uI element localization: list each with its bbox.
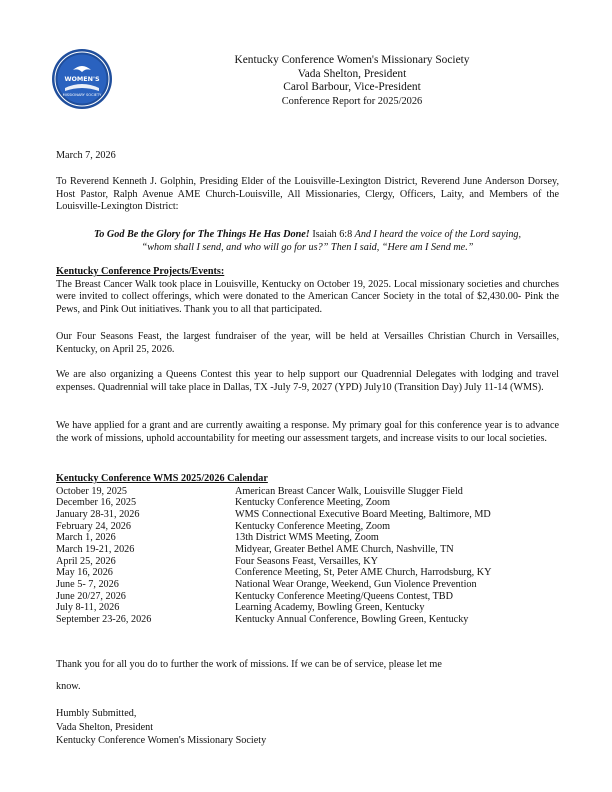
calendar-row [56,602,559,614]
signer-name: Vada Shelton, President [56,721,154,733]
salutation: To Reverend Kenneth J. Golphin, Presiding Elder of the Louisville-Lexington District, Reverend June Anderson Dorsey, Host Pastor, Ralph Avenue AME Church-Louisville, All Missionaries, Clergy, Officers, Laity, and Members of the Louisville-Lexington District: [56,176,559,213]
calendar-event: Kentucky Conference Meeting, Zoom [235,520,391,532]
projects-paragraph-4: We have applied for a grant and are currently awaiting a response. My primary goal for this conference year is to advance the work of missions, uphold accountability for meeting our assessment targets, and increase visits to our local societies. [56,420,559,444]
calendar-date: June 20/27, 2026 [56,590,126,602]
calendar-event: National Wear Orange, Weekend, Gun Violence Prevention [235,579,477,591]
calendar-date: April 25, 2026 [56,555,116,567]
svg-text:MISSIONARY SOCIETY: MISSIONARY SOCIETY [62,93,102,97]
letter-date: March 7, 2026 [56,150,116,161]
calendar-row [56,509,559,521]
wms-seal-logo [51,48,113,110]
projects-paragraph-3: We are also organizing a Queens Contest this year to help support our Quadrennial Delegates with lodging and travel expenses. Quadrennial will take place in Dallas, TX -July 7-9, 2027 (YPD) July10 (Transition Day) July 11-14 (WMS). [56,369,559,393]
calendar-row [56,579,559,591]
signer-org: Kentucky Conference Women's Missionary Society [56,735,267,747]
projects-section [56,266,559,316]
calendar-row [56,556,559,568]
calendar-event: American Breast Cancer Walk, Louisville Slugger Field [235,485,463,497]
president-line: Vada Shelton, President [297,67,407,80]
calendar-event: Four Seasons Feast, Versailles, KY [235,555,378,567]
quote-line2: “whom shall I send, and who will go for us?” Then I said, “Here am I Send me.” [141,242,474,253]
projects-paragraph-2: Our Four Seasons Feast, the largest fundraiser of the year, will be held at Versailles Christian Church in Versailles, Kentucky, on April 25, 2026. [56,331,559,355]
calendar-section [56,473,559,626]
quote-bold: To God Be the Glory for The Things He Has Done! [93,229,310,240]
calendar-row [56,521,559,533]
calendar-event: Conference Meeting, St, Peter AME Church, Harrodsburg, KY [235,567,492,579]
calendar-date: March 19-21, 2026 [56,544,135,556]
calendar-row [56,614,559,626]
calendar-event: Kentucky Annual Conference, Bowling Green, Kentucky [235,614,469,626]
calendar-event: 13th District WMS Meeting, Zoom [235,532,379,544]
calendar-row [56,544,559,556]
scripture-quote [56,228,559,254]
calendar-row [56,497,559,509]
calendar-event: Learning Academy, Bowling Green, Kentucky [235,602,425,614]
closing [56,654,559,698]
closing-line-1: Thank you for all you do to further the work of missions. If we can be of service, please let me [56,659,442,670]
letterhead [150,54,554,108]
calendar-title: Kentucky Conference WMS 2025/2026 Calendar [56,473,268,484]
calendar-row [56,567,559,579]
signoff: Humbly Submitted, [56,708,137,719]
wms-seal-icon [51,48,113,110]
calendar-date: June 5- 7, 2026 [56,579,119,591]
calendar-date: January 28-31, 2026 [56,508,140,520]
quote-reference: Isaiah 6:8 [312,229,353,240]
projects-title: Kentucky Conference Projects/Events: [56,266,225,277]
calendar-event: Kentucky Conference Meeting, Zoom [235,497,391,509]
signature-block [56,707,559,748]
projects-paragraph-1: The Breast Cancer Walk took place in Louisville, Kentucky on October 19, 2025. Local missionary societies and churches were invited to collect offerings, which were donated to the American Cancer Society in the total of $2,430.00- Pink the Pews, and Pink Out initiatives. Thank you to all that participated. [56,278,559,315]
calendar-row [56,486,559,498]
calendar-date: December 16, 2025 [56,497,137,509]
calendar-date: September 23-26, 2026 [56,614,152,626]
calendar-date: October 19, 2025 [56,485,128,497]
calendar-row [56,591,559,603]
calendar-date: February 24, 2026 [56,520,131,532]
calendar-date: May 16, 2026 [56,567,113,579]
svg-text:WOMEN'S: WOMEN'S [64,75,100,83]
calendar-date: March 1, 2026 [56,532,116,544]
calendar-row [56,532,559,544]
closing-line-2: know. [56,681,81,692]
calendar-list [56,486,559,626]
calendar-event: Kentucky Conference Meeting/Queens Contest, TBD [235,590,453,602]
calendar-event: WMS Connectional Executive Board Meeting, Baltimore, MD [235,508,491,520]
calendar-date: July 8-11, 2026 [56,602,120,614]
calendar-event: Midyear, Greater Bethel AME Church, Nashville, TN [235,544,454,556]
org-name: Kentucky Conference Women's Missionary Society [234,54,470,66]
quote-line1: And I heard the voice of the Lord saying, [354,229,522,240]
vice-president-line: Carol Barbour, Vice-President [283,81,421,94]
report-title: Conference Report for 2025/2026 [281,95,423,107]
